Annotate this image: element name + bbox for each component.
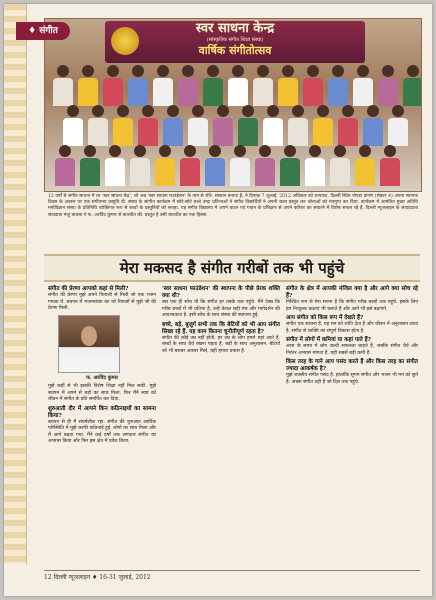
student-figure bbox=[330, 145, 350, 186]
interview-answer: निश्चित रूप से मेरा सपना है कि संगीत गरीब बच्चों तक पहुंचे. इसके लिए हम निःशुल्क कक्षाएं भी चलाते हैं और आगे भी इसे बढ़ाएंगे. bbox=[286, 300, 418, 312]
student-figure bbox=[238, 105, 258, 146]
student-figure bbox=[388, 105, 408, 146]
interview-answer: बचपन से ही मैं संघर्षशील रहा. संगीत की शुरुआत आर्थिक परिस्थिति में मुझे काफी कठिनाई हुई. लोगों का साथ मिला और मैं आगे बढ़ता गया. मैंने कई वर्षों तक लगातार संगीत का अभ्यास किया और फिर इस क्षेत्र में प्रवेश किया. bbox=[48, 419, 156, 444]
student-figure bbox=[205, 145, 225, 186]
student-figure bbox=[63, 105, 83, 146]
student-figure bbox=[55, 145, 75, 186]
logo-icon bbox=[111, 27, 139, 55]
article-column-3 bbox=[286, 284, 418, 388]
student-figure bbox=[138, 105, 158, 146]
students-group bbox=[45, 61, 421, 191]
student-figure bbox=[230, 145, 250, 186]
student-figure bbox=[305, 145, 325, 186]
student-figure bbox=[53, 65, 73, 106]
column-1-top bbox=[48, 286, 156, 313]
student-figure bbox=[263, 105, 283, 146]
student-figure bbox=[78, 65, 98, 106]
interviewee-portrait bbox=[58, 315, 120, 373]
student-figure bbox=[338, 105, 358, 146]
banner-subtitle: (सांस्कृतिक संगीत शिक्षा संस्था) bbox=[206, 37, 264, 43]
interview-answer: बस एक ही सोच थी कि संगीत हर तबके तक पहुंचे. मैंने देखा कि गरीब बच्चों में भी प्रतिभा है, उन्हें केवल सही मंच और मार्गदर्शन की आवश्यकता है. इसी सोच के साथ संस्था की स्थापना हुई. bbox=[162, 300, 280, 318]
banner-title: स्वर साधना केन्द्र bbox=[195, 21, 275, 36]
section-tag: ♦ संगीत bbox=[16, 22, 70, 40]
interview-answer: आज के समय में लोग जल्दी सफलता चाहते हैं, जबकि संगीत धैर्य और निरंतर अभ्यास मांगता है. यही सबसे बड़ी कमी है. bbox=[286, 344, 418, 356]
student-figure bbox=[188, 105, 208, 146]
photo-caption: 12 वर्षों से संगीत साधना में रत 'स्वर साधना केंद्र', जो अब 'स्वर साधना फाउंडेशन' के नाम से रजि. संस्थान बनाया है, ने दिनांक 7 जुलाई, 2012 अधिकार को धन्यवाद, दिल्ली स्थित नोएडा प्रांगण (सेक्टर 4) अपना स्थापना दिवस के अवसर पर एक संगीतमय प्रस्तुति दी. संस्था के सांगीत कार्यक्रम में छोटे-छोटे बच्चे उम्दा प्रतिभाओं ने संगीत विद्यार्थियों ने अपनी कला प्रस्तुत कर श्रोताओं को मंत्रमुग्ध कर दिया. कार्यक्रम में आमंत्रित मुख्य अतिथि मनोविज्ञान संस्था के प्रतिनिधि व्यक्तिगत रूप से बच्चों के प्रस्तुतियों को सराहा. यह संगीत विद्यालय में अपने वादन एवं गायन के प्रशिक्षण से अपने करियर का संवारने में विशेष सफल रहे हैं. दिल्ली न्यूजलाइन के संवाददाता संवादाता मंजु चावला ने फ. अरविंद कुमार से बातचीत की. प्रस्तुत है उसी बातचीत का एक हिस्सा. bbox=[48, 194, 418, 218]
student-figure bbox=[378, 65, 398, 106]
student-figure bbox=[103, 65, 123, 106]
article-headline: मेरा मकसद है संगीत गरीबों तक भी पहुंचे bbox=[44, 254, 420, 282]
event-banner bbox=[105, 21, 365, 63]
event-photo bbox=[44, 18, 422, 192]
student-figure bbox=[113, 105, 133, 146]
student-figure bbox=[203, 65, 223, 106]
student-figure bbox=[278, 65, 298, 106]
student-figure bbox=[253, 65, 273, 106]
interview-answer: संगीत की कोई उम्र नहीं होती. हर उम्र के लोग हमारे यहां आते हैं. बच्चों के साथ धैर्य रखना पड़ता है, बड़ों के साथ अनुशासन. बेटियों को भी बराबर अवसर मिले, यही हमारा प्रयास है. bbox=[162, 335, 280, 354]
interview-question: बच्चे, बड़े, बुजुर्ग सभी तक कि बेटियों को भी आप संगीत सिखा रहे हैं. यह काम कितना चुनौतीपूर्ण रहता है? bbox=[162, 321, 280, 335]
interview-question: संगीत के क्षेत्र में आपकी मंजिल क्या है और आगे क्या सोच रहे हैं? bbox=[286, 286, 418, 299]
student-figure bbox=[353, 65, 373, 106]
column-1-bottom bbox=[48, 384, 156, 446]
interview-question: 'स्वर साधना फाउंडेशन' की स्थापना के पीछे प्रेरक शक्ति क्या थी? bbox=[162, 286, 280, 299]
interview-question: संगीत की प्रेरणा आपको कहां से मिली? bbox=[48, 286, 129, 292]
student-figure bbox=[180, 145, 200, 186]
student-figure bbox=[105, 145, 125, 186]
interview-question: शुरुआती दौर में आपने किन कठिनाइयों का सामना किया? bbox=[48, 405, 156, 419]
student-figure bbox=[255, 145, 275, 186]
student-figure bbox=[303, 65, 323, 106]
article-column-2 bbox=[162, 284, 280, 357]
student-figure bbox=[328, 65, 348, 106]
student-figure bbox=[380, 145, 400, 186]
student-figure bbox=[355, 145, 375, 186]
student-figure bbox=[88, 105, 108, 146]
article-column-1 bbox=[48, 284, 156, 448]
student-figure bbox=[280, 145, 300, 186]
interview-answer: संगीत की प्रेरणा मुझे अपने पिताजी से मिली जो एक भजन गायक थे. बचपन में भजनसंध्या का जो रिवाजों से मुझे जी की प्रेरणा मिली. bbox=[48, 293, 156, 311]
banner-event: वार्षिक संगीतोत्सव bbox=[198, 44, 272, 57]
student-figure bbox=[178, 65, 198, 106]
student-figure bbox=[153, 65, 173, 106]
student-figure bbox=[128, 65, 148, 106]
interview-question: संगीत में लोगों में कमियां या कहां पाते हैं? bbox=[286, 337, 371, 343]
interviewee-name: फ. अरविंद कुमार bbox=[86, 374, 118, 381]
student-figure bbox=[313, 105, 333, 146]
interview-question: आप संगीत को किस रूप में देखते हैं? bbox=[286, 315, 364, 321]
page-footer: 12 दिल्ली न्यूजलाइन ♦ 16-31 जुलाई, 2012 bbox=[44, 570, 420, 581]
student-figure bbox=[288, 105, 308, 146]
student-figure bbox=[80, 145, 100, 186]
interview-question: किस तरह के गाने आप पसंद करते हैं और किस तरह का संगीत ज्यादा आकर्षक है? bbox=[286, 359, 418, 372]
student-figure bbox=[363, 105, 383, 146]
interview-answer: संगीत एक साधना है. यह मन को शांति देता है और जीवन में अनुशासन लाता है. संगीत से व्यक्ति का संपूर्ण विकास होता है. bbox=[286, 322, 418, 334]
student-figure bbox=[228, 65, 248, 106]
student-figure bbox=[403, 65, 422, 106]
interview-answer: मुझे शास्त्रीय संगीत पसंद है. हालांकि सुगम संगीत और भजन भी मन को छूते हैं. अच्छा संगीत वही है जो दिल तक पहुंचे. bbox=[286, 373, 418, 385]
student-figure bbox=[163, 105, 183, 146]
magazine-page bbox=[4, 4, 432, 596]
student-figure bbox=[155, 145, 175, 186]
student-figure bbox=[130, 145, 150, 186]
page-content bbox=[18, 18, 422, 581]
interview-answer: मुझे कहीं से भी इसकी विशेष शिक्षा नहीं मिल सकी. मुझे बचपन में अपने से बड़ों का साथ मिला. फिर मैंने स्वयं को जीवन में संगीत के प्रति समर्पित कर दिया. bbox=[48, 384, 156, 402]
student-figure bbox=[213, 105, 233, 146]
